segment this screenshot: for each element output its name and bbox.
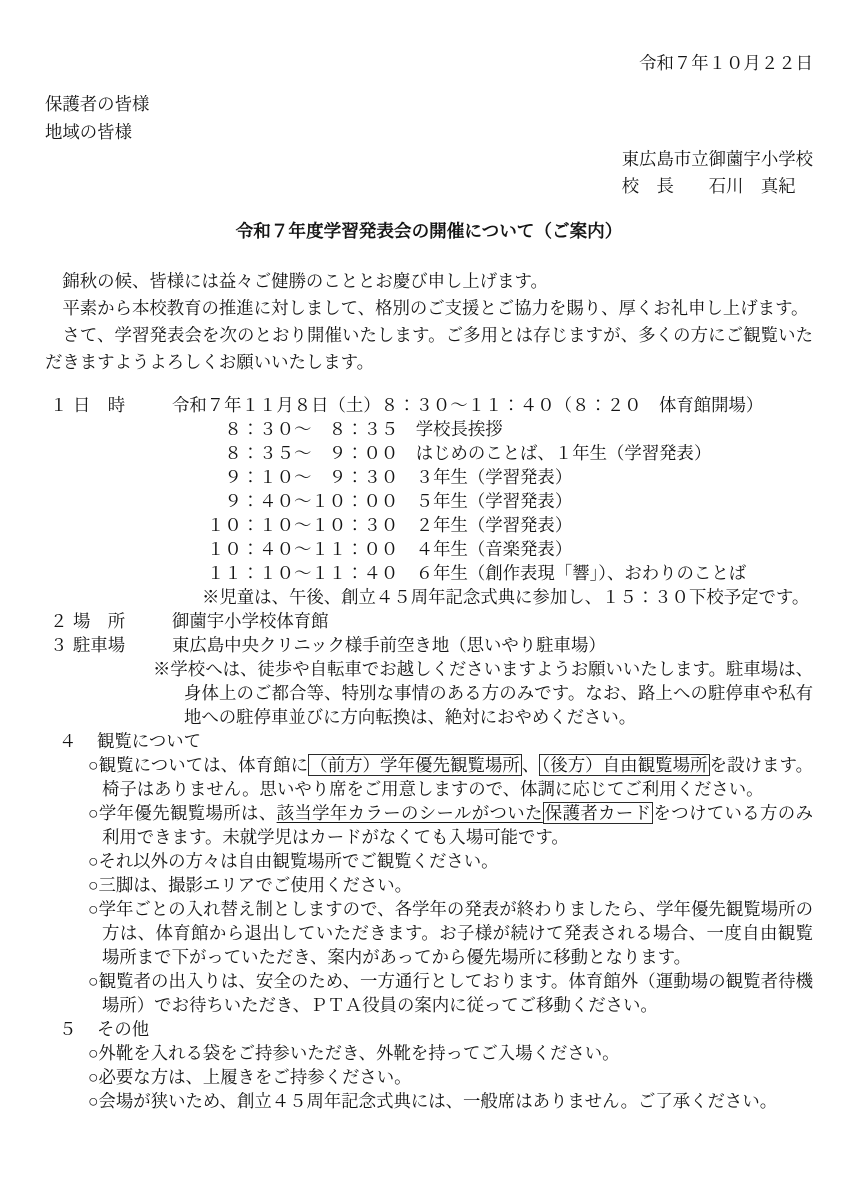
- schedule-row: ９：４０～１０：００ ５年生（学習発表）: [207, 491, 573, 511]
- boxed-text-rear-free-area: （後方）自由観覧場所: [541, 755, 708, 775]
- bullet-circle-marker: ○: [88, 803, 99, 823]
- bullet-text: を設けます。椅子はありません。思いやり席をご用意しますので、体調に応じてご利用ください。: [102, 755, 814, 799]
- schedule-list: [207, 417, 813, 585]
- schedule-row: １０：１０～１０：３０ ２年生（学習発表）: [207, 515, 573, 535]
- bullet-text: 観覧については、体育館に: [98, 755, 309, 775]
- bullet-circle-marker: ○: [88, 1091, 99, 1111]
- schedule-row: ９：１０～ ９：３０ ３年生（学習発表）: [207, 467, 573, 487]
- bullet-text: 、: [521, 755, 540, 775]
- bullet-circle-marker: ○: [88, 875, 99, 895]
- section-number: ３: [50, 635, 68, 655]
- sender-school: 東広島市立御薗宇小学校: [621, 149, 813, 169]
- underlined-text-grade-color-seal: 該当学年カラーのシールがついた: [276, 803, 543, 823]
- boxed-text-front-priority-area: （前方）学年優先観覧場所: [310, 755, 520, 775]
- bullet-circle-marker: ○: [88, 755, 99, 775]
- bullet-item: [88, 1041, 813, 1065]
- bullet-circle-marker: ○: [88, 899, 99, 919]
- boxed-text-guardian-card: 保護者カード: [544, 803, 652, 823]
- greeting-paragraph-3: さて、学習発表会を次のとおり開催いたします。ご多用とは存じますが、多くの方にご観覧いただきますようよろしくお願いいたします。: [45, 325, 813, 372]
- issue-date: 令和７年１０月２２日: [639, 53, 813, 73]
- sender-principal: 校 長 石川 真紀: [621, 176, 796, 196]
- section-number: ５: [59, 1019, 77, 1039]
- bullet-text: 学年優先観覧場所は、: [98, 803, 277, 823]
- bullet-text: をつけている方のみ利用できます。未就学児はカードがなくても入場可能です。: [102, 803, 813, 847]
- section-label: 場 所: [73, 611, 126, 631]
- section-datetime-heading: [45, 393, 813, 417]
- parking-note: ※学校へは、徒歩や自転車でお越しくださいますようお願いいたします。駐車場は、身体上のご都合等、特別な事情のある方のみです。なお、路上への駐停車や私有地への駐停車並びに方向転換は、絶対におやめください。: [153, 659, 813, 727]
- greeting-paragraph-2: 平素から本校教育の推進に対しまして、格別のご支援とご協力を賜り、厚くお礼申し上げます。: [62, 298, 809, 318]
- bullet-circle-marker: ○: [88, 851, 99, 871]
- greeting-block: [45, 268, 813, 376]
- section-place-heading: [45, 609, 813, 633]
- section-label: 日 時: [73, 395, 126, 415]
- section-number: ２: [50, 611, 68, 631]
- sender-block: [45, 146, 813, 200]
- section-other-heading: [59, 1017, 813, 1041]
- bullet-circle-marker: ○: [88, 1043, 99, 1063]
- schedule-row: ８：３０～ ８：３５ 学校長挨拶: [207, 419, 503, 439]
- bullet-item: [88, 801, 813, 849]
- bullet-item: [88, 753, 813, 801]
- bullet-text: それ以外の方々は自由観覧場所でご観覧ください。: [98, 851, 499, 871]
- bullet-item: [88, 897, 813, 969]
- section-label: その他: [97, 1019, 150, 1039]
- bullet-circle-marker: ○: [88, 1067, 99, 1087]
- bullet-item: [88, 1089, 813, 1113]
- section-label: 駐車場: [73, 635, 126, 655]
- sections-block: [45, 393, 813, 1113]
- section-parking-heading: [45, 633, 813, 657]
- recipient-community: 地域の皆様: [45, 122, 132, 142]
- document-title: 令和７年度学習発表会の開催について（ご案内）: [235, 221, 623, 241]
- bullet-text: 三脚は、撮影エリアでご使用ください。: [98, 875, 413, 895]
- bullet-text: 必要な方は、上履きをご持参ください。: [98, 1067, 412, 1087]
- section-parking-value: 東広島中央クリニック様手前空き地（思いやり駐車場）: [172, 635, 606, 655]
- bullet-text: 会場が狭いため、創立４５周年記念式典には、一般席はありません。ご了承ください。: [98, 1091, 778, 1111]
- bullet-text: 外靴を入れる袋をご持参いただき、外靴を持ってご入場ください。: [98, 1043, 620, 1063]
- recipient-parents: 保護者の皆様: [45, 94, 150, 114]
- bullet-item: [88, 1065, 813, 1089]
- bullet-text: 観覧者の出入りは、安全のため、一方通行としております。体育館外（運動場の観覧者待機場所）でお待ちいただき、ＰＴＡ役員の案内に従ってご移動ください。: [98, 971, 813, 1015]
- bullet-item: [88, 969, 813, 1017]
- section-viewing-heading: [59, 729, 813, 753]
- recipient-block: [45, 90, 813, 146]
- greeting-paragraph-1: 錦秋の候、皆様には益々ご健勝のこととお慶び申し上げます。: [62, 271, 548, 291]
- bullet-item: [88, 873, 813, 897]
- other-bullet-list: [88, 1041, 813, 1113]
- schedule-row: ８：３５～ ９：００ はじめのことば、１年生（学習発表）: [207, 443, 712, 463]
- section-number: １: [50, 395, 68, 415]
- schedule-row: １０：４０～１１：００ ４年生（音楽発表）: [207, 539, 573, 559]
- schedule-row: １１：１０～１１：４０ ６年生（創作表現「響」）、おわりのことば: [207, 563, 747, 583]
- viewing-bullet-list: [88, 753, 813, 1017]
- section-place-value: 御薗宇小学校体育館: [172, 611, 329, 631]
- bullet-circle-marker: ○: [88, 971, 99, 991]
- bullet-item: [88, 849, 813, 873]
- section-number: ４: [59, 731, 77, 751]
- schedule-note: ※児童は、午後、創立４５周年記念式典に参加し、１５：３０下校予定です。: [202, 587, 810, 607]
- section-label: 観覧について: [97, 731, 201, 751]
- section-datetime-value: 令和７年１１月８日（土）８：３０～１１：４０（８：２０ 体育館開場）: [172, 395, 764, 415]
- bullet-text: 学年ごとの入れ替え制としますので、各学年の発表が終わりましたら、学年優先観覧場所の方は、体育館から退出していただきます。お子様が続けて発表される場合、一度自由観覧場所まで下がっていただき、案内があってから優先場所に移動となります。: [98, 899, 813, 967]
